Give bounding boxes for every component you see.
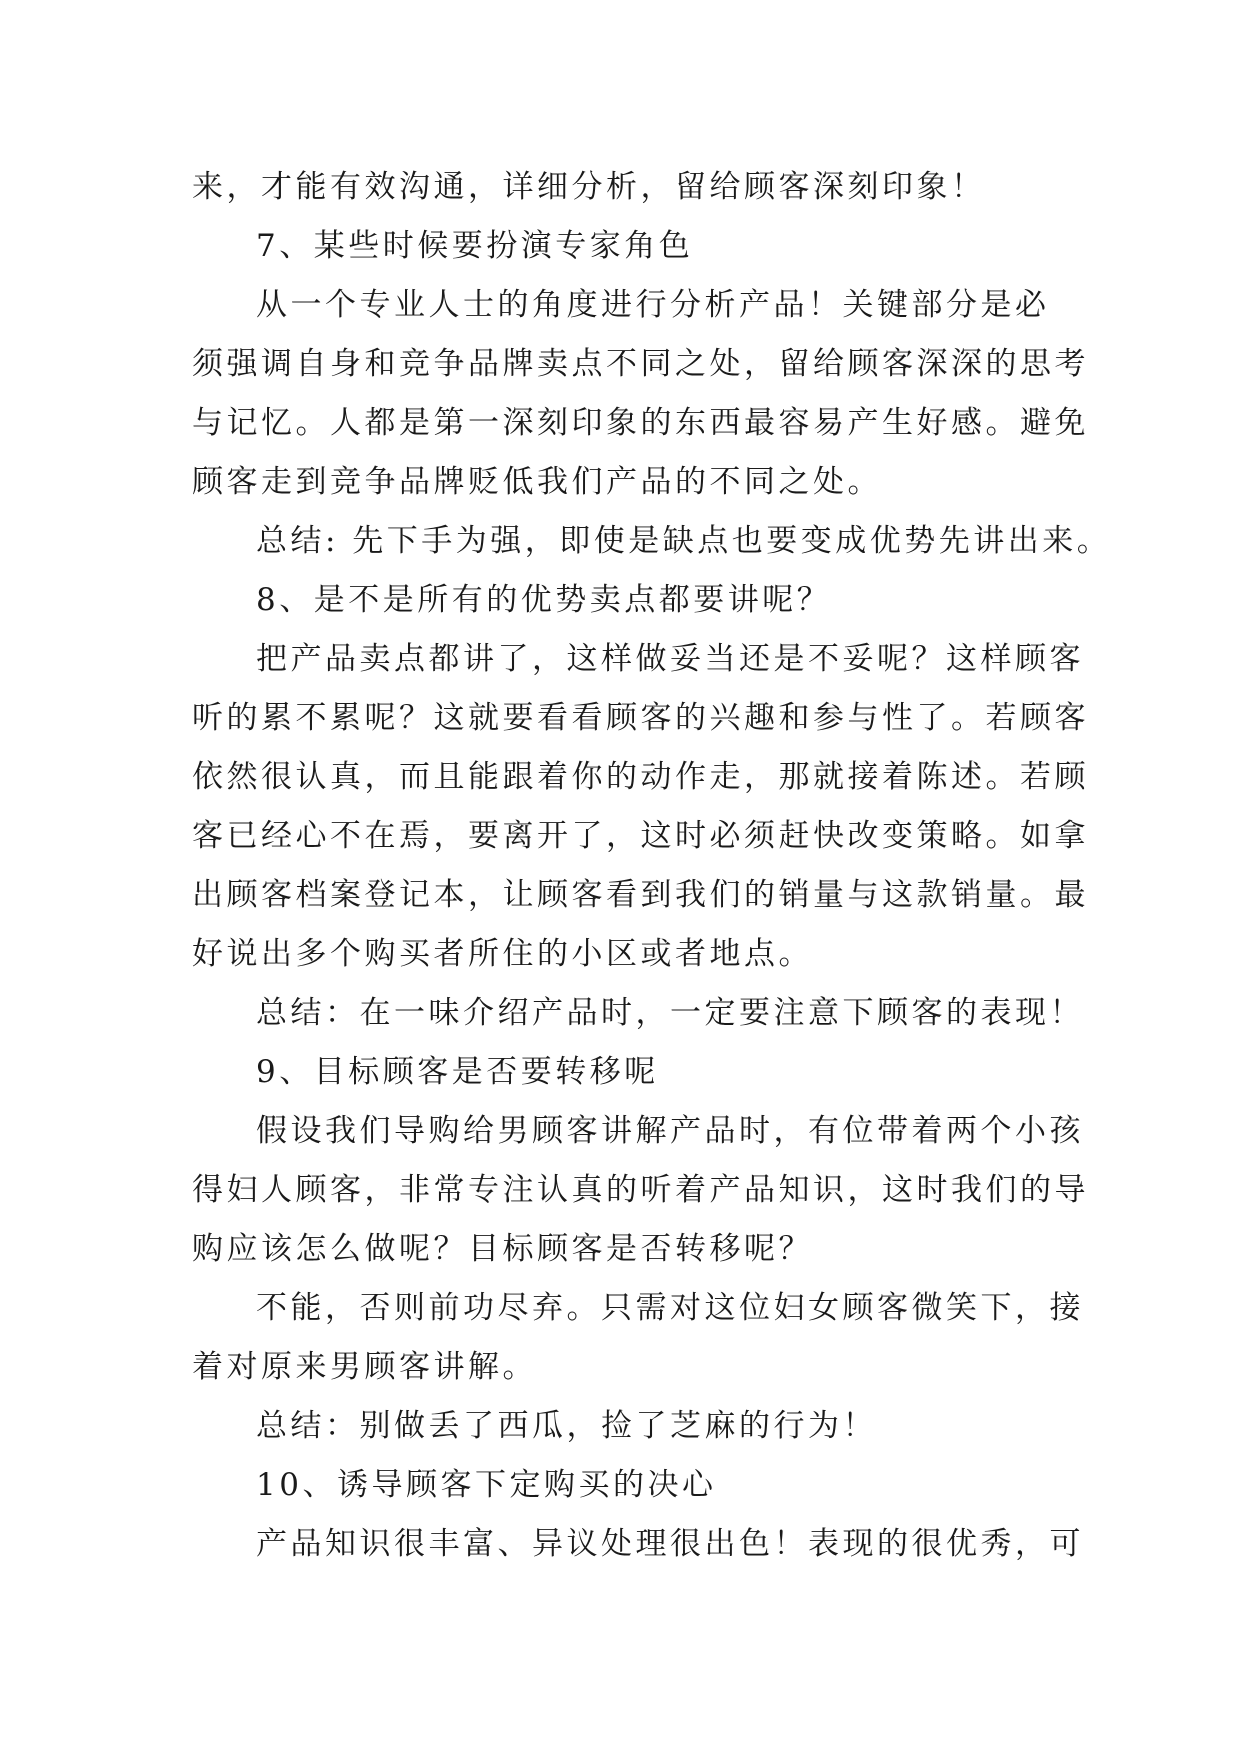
section-heading-10: 10、诱导顾客下定购买的决心	[256, 1467, 717, 1503]
section-heading-9: 9、目标顾客是否要转移呢	[256, 1054, 659, 1090]
text-line: 假设我们导购给男顾客讲解产品时，有位带着两个小孩	[256, 1113, 1084, 1149]
text-line: 好说出多个购买者所住的小区或者地点。	[192, 936, 813, 972]
text-line: 须强调自身和竞争品牌卖点不同之处，留给顾客深深的思考	[192, 346, 1089, 382]
text-line: 着对原来男顾客讲解。	[192, 1349, 537, 1385]
document-body	[192, 158, 1112, 1574]
text-line: 与记忆。人都是第一深刻印象的东西最容易产生好感。避免	[192, 405, 1089, 441]
text-line: 不能，否则前功尽弃。只需对这位妇女顾客微笑下，接	[256, 1290, 1084, 1326]
summary-line: 总结：在一味介绍产品时，一定要注意下顾客的表现！	[256, 995, 1084, 1031]
text-line: 客已经心不在焉，要离开了，这时必须赶快改变策略。如拿	[192, 818, 1089, 854]
text-line: 顾客走到竞争品牌贬低我们产品的不同之处。	[192, 464, 882, 500]
text-line: 购应该怎么做呢？目标顾客是否转移呢？	[192, 1231, 813, 1267]
text-line: 得妇人顾客，非常专注认真的听着产品知识，这时我们的导	[192, 1172, 1089, 1208]
text-line: 产品知识很丰富、异议处理很出色！表现的很优秀，可	[256, 1526, 1084, 1562]
text-line: 听的累不累呢？这就要看看顾客的兴趣和参与性了。若顾客	[192, 700, 1089, 736]
summary-line: 总结：别做丢了西瓜，捡了芝麻的行为！	[256, 1408, 877, 1444]
text-line: 把产品卖点都讲了，这样做妥当还是不妥呢？这样顾客	[256, 641, 1084, 677]
text-line: 出顾客档案登记本，让顾客看到我们的销量与这款销量。最	[192, 877, 1089, 913]
text-line: 从一个专业人士的角度进行分析产品！关键部分是必	[256, 287, 1050, 323]
text-line: 依然很认真，而且能跟着你的动作走，那就接着陈述。若顾	[192, 759, 1089, 795]
section-heading-7: 7、某些时候要扮演专家角色	[256, 228, 694, 264]
summary-line: 总结: 先下手为强，即使是缺点也要变成优势先讲出来。	[256, 523, 1112, 559]
text-line: 来，才能有效沟通，详细分析，留给顾客深刻印象！	[192, 169, 986, 205]
section-heading-8: 8、是不是所有的优势卖点都要讲呢？	[256, 582, 832, 618]
